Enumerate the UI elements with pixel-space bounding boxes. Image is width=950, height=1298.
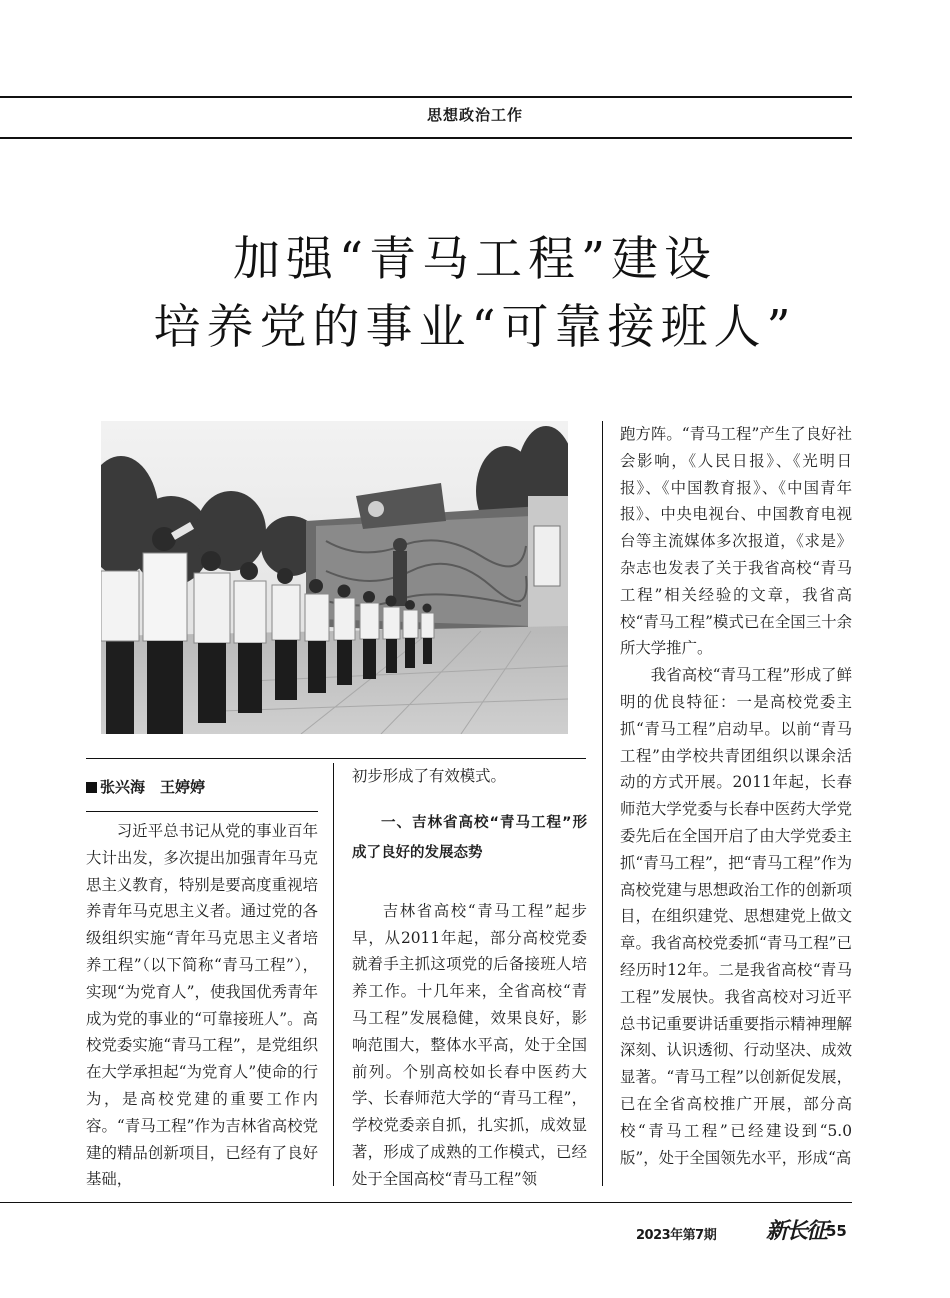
col3-divider <box>602 421 603 1186</box>
issue-number: 2023年第7期 <box>636 1228 717 1243</box>
col1-top-rule <box>86 758 586 759</box>
section-label: 思想政治工作 <box>426 106 523 124</box>
authors <box>86 776 205 797</box>
col2-divider <box>333 763 334 1186</box>
col3-paragraph-1: 跑方阵。“青马工程”产生了良好社会影响，《人民日报》、《光明日报》、《中国教育报》、《中国青年报》、中央电视台、中国教育电视台等主流媒体多次报道，《求是》杂志也发表了关于我省高校“青马工程”相关经验的文章，我省高校“青马工程”模式已在全国三十余所大学推广。 <box>620 425 852 658</box>
magazine-logo: 新长征 <box>766 1218 827 1244</box>
footer-rule <box>0 1202 852 1203</box>
section-heading-1: 一、吉林省高校“青马工程”形成了良好的发展态势 <box>352 814 587 861</box>
column-3 <box>620 421 852 1186</box>
col2-lead-text: 初步形成了有效模式。 <box>352 767 506 785</box>
article-photo <box>101 421 568 734</box>
column-1 <box>86 818 318 1188</box>
author-names: 张兴海 王婷婷 <box>100 778 206 796</box>
col2-paragraph-1: 吉林省高校“青马工程”起步早，从2011年起，部分高校党委就着手主抓这项党的后备接班人培养工作。十几年来，全省高校“青马工程”发展稳健，效果良好，影响范围大，整体水平高，处于全国前列。个别高校如长春中医药大学、长春师范大学的“青马工程”，学校党委亲自抓，扎实抓，成效显著，形成了成熟的工作模式，已经处于全国高校“青马工程”领 <box>352 901 587 1188</box>
column-2 <box>352 763 587 1188</box>
article-title-line2: 培养党的事业“可靠接班人” <box>153 300 797 355</box>
article-title-line1: 加强“青马工程”建设 <box>232 232 718 287</box>
square-bullet-icon <box>86 782 97 793</box>
header-top-rule <box>0 96 852 98</box>
author-underline <box>86 811 318 812</box>
col3-paragraph-2: 我省高校“青马工程”形成了鲜明的优良特征：一是高校党委主抓“青马工程”启动早。以前“青马工程”由学校共青团组织以课余活动的方式开展。2011年起，长春师范大学党委与长春中医药大学党委先后在全国开启了由大学党委主抓“青马工程”，把“青马工程”作为高校党建与思想政治工作的创新项目，在组织建党、思想建党上做文章。我省高校党委抓“青马工程”已经历时12年。二是我省高校“青马工程”发展快。我省高校对习近平总书记重要讲话重要指示精神理解深刻、认识透彻、行动坚决、成效显著。“青马工程”以创新促发展，已在全省高校推广开展，部分高校“青马工程”已经建设到“5.0版”，处于全国领先水平，形成“高 <box>620 666 852 1167</box>
col1-paragraph-1: 习近平总书记从党的事业百年大计出发，多次提出加强青年马克思主义教育，特别是要高度重视培养青年马克思主义者。通过党的各级组织实施“青年马克思主义者培养工程”（以下简称“青马工程”），实现“为党育人”，使我国优秀青年成为党的事业的“可靠接班人”。高校党委实施“青马工程”，是党组织在大学承担起“为党育人”使命的行为，是高校党建的重要工作内容。“青马工程”作为吉林省高校党建的精品创新项目，已经有了良好基础， <box>86 822 318 1189</box>
header-bottom-rule <box>0 137 852 139</box>
page-number: 55 <box>826 1222 847 1240</box>
